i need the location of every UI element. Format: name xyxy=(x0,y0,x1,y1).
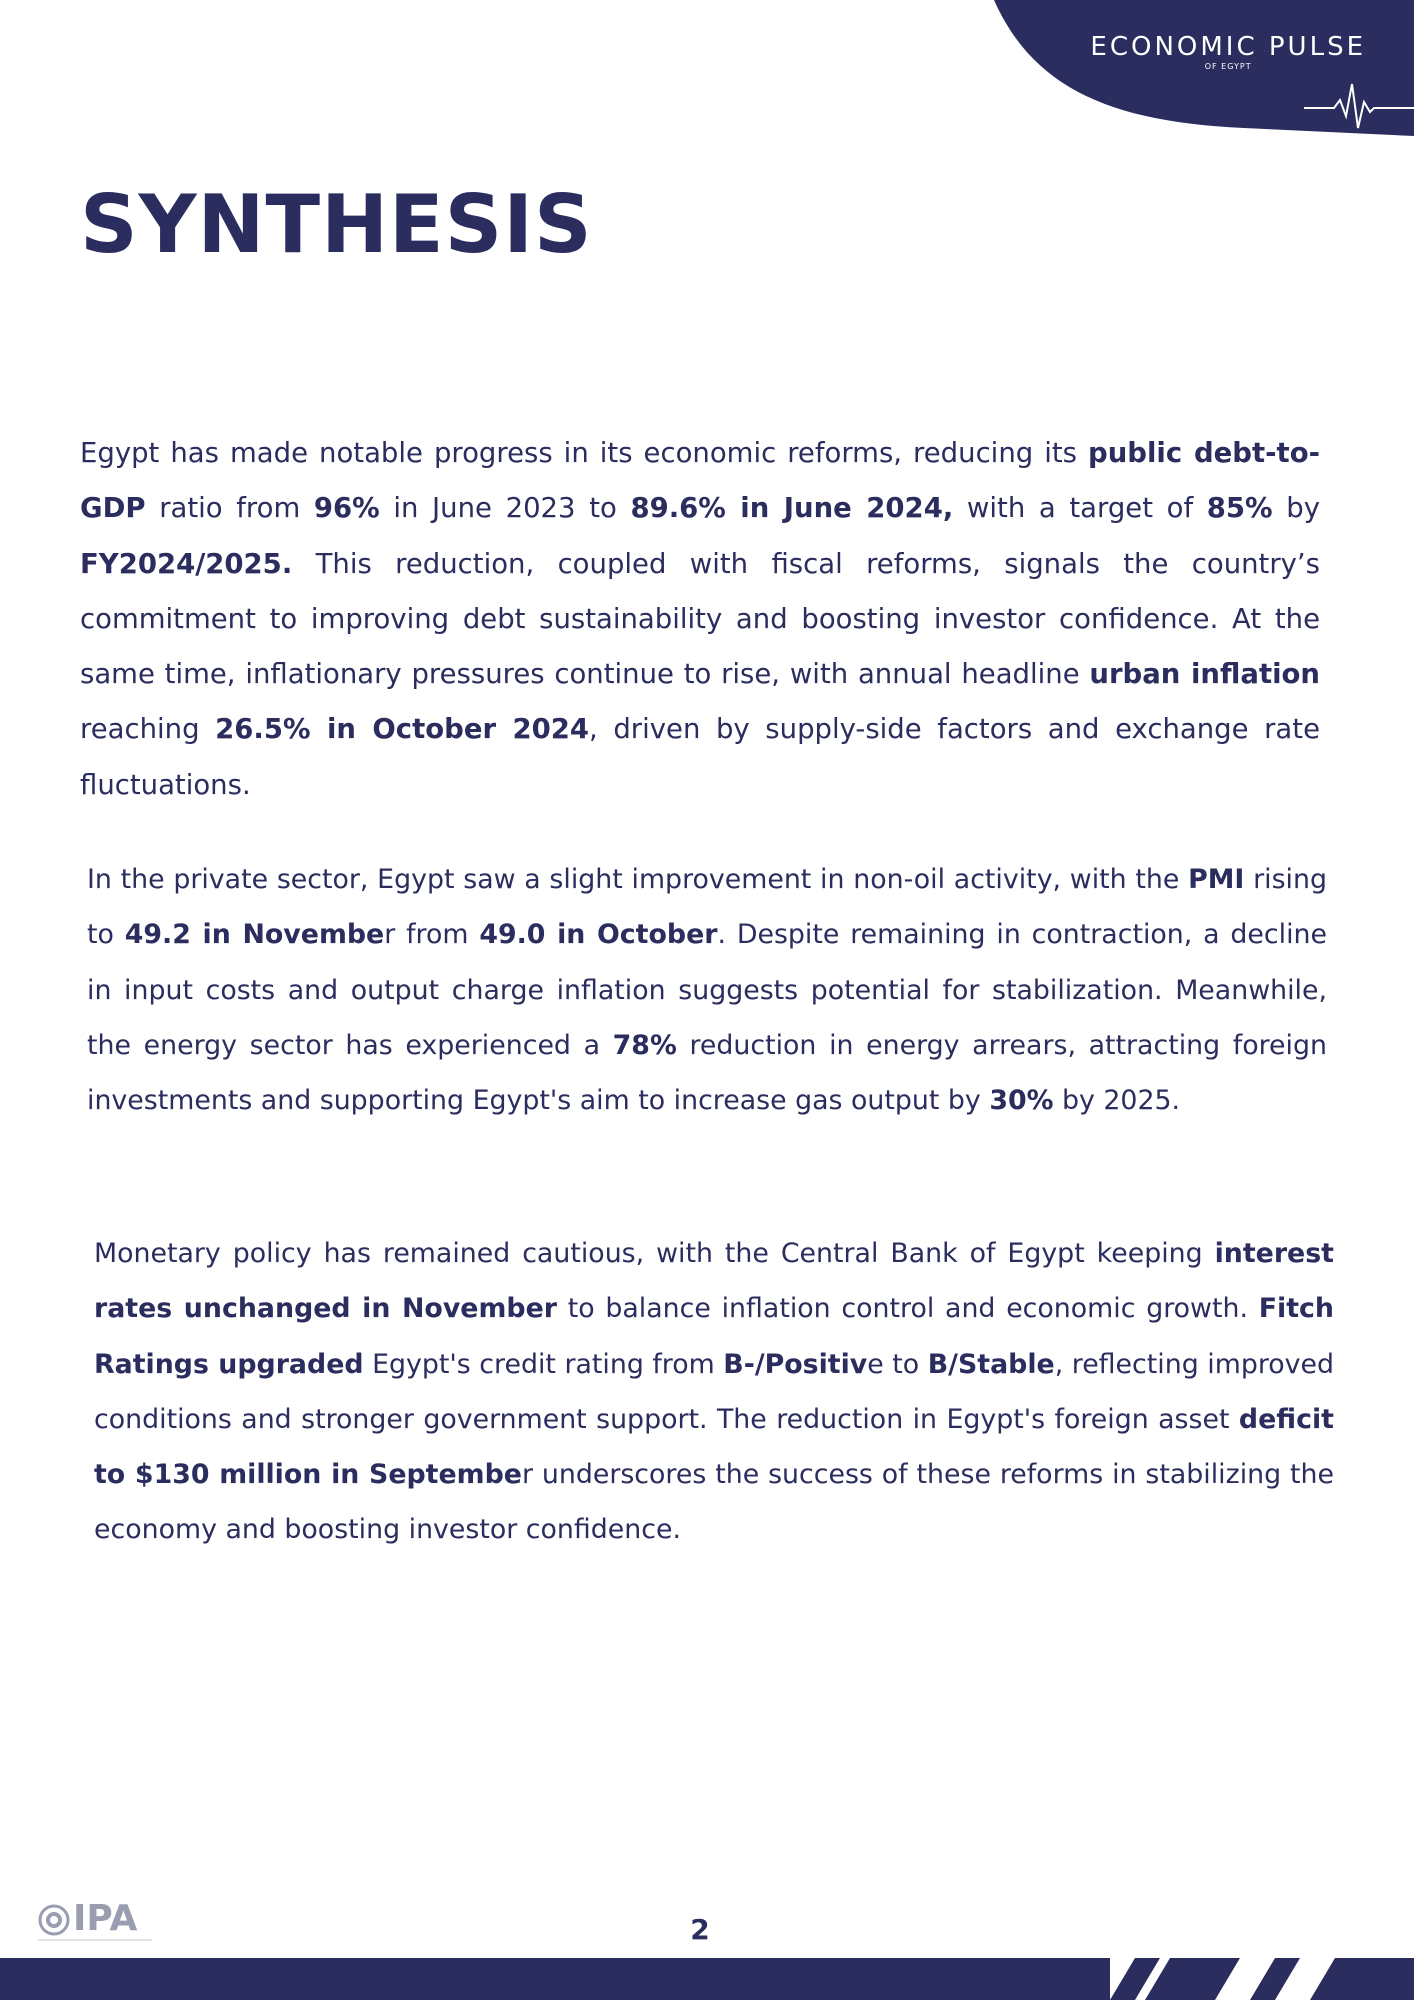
body-text: rising to xyxy=(87,864,1327,951)
emphasis-text: public debt-to-GDP xyxy=(80,437,1321,525)
body-text: , reflecting improved conditions and stronger government support. The reduction in Egypt's foreign asset xyxy=(94,1348,1335,1435)
emphasis-text: 85% xyxy=(1206,492,1273,525)
body-text: in June 2023 to xyxy=(379,492,631,525)
paragraph-monetary-policy xyxy=(94,1226,1334,1558)
brand-subtitle: OF EGYPT xyxy=(1204,62,1252,71)
page-title: SYNTHESIS xyxy=(80,178,593,271)
body-text: r underscores the success of these reforms in stabilizing the economy and boosting investor confidence. xyxy=(94,1459,1334,1546)
footer-bar xyxy=(0,1958,1414,2000)
body-text: . Despite remaining in contraction, a decline in input costs and output charge inflation suggests potential for stabilization. Meanwhile, the energy sector has experienced a xyxy=(87,919,1327,1061)
ipa-logo-text: IPA xyxy=(73,1898,138,1939)
emphasis-text: B-/Positiv xyxy=(723,1348,868,1380)
emphasis-text: B/Stable xyxy=(927,1348,1055,1380)
body-text: reaching xyxy=(80,713,216,746)
body-text: with a target of xyxy=(953,492,1207,525)
emphasis-text: 30% xyxy=(989,1085,1054,1117)
emphasis-text: 49.2 in Novembe xyxy=(124,919,385,951)
emphasis-text: FY2024/2025. xyxy=(80,547,293,580)
body-text: e to xyxy=(867,1348,928,1380)
brand-header xyxy=(1090,32,1366,71)
emphasis-text: 96% xyxy=(313,492,380,525)
emphasis-text: deficit to $130 million in Septembe xyxy=(94,1403,1334,1491)
body-text: Egypt has made notable progress in its economic reforms, reducing its xyxy=(80,437,1089,469)
paragraph-private-sector-energy xyxy=(87,852,1327,1128)
body-text: Egypt's credit rating from xyxy=(363,1348,724,1380)
emphasis-text: urban inflation xyxy=(1089,658,1320,691)
heartbeat-pulse-icon xyxy=(1304,78,1414,134)
emphasis-text: 78% xyxy=(612,1029,677,1061)
body-text: reduction in energy arrears, attracting foreign investments and supporting Egypt's aim to increase gas output by xyxy=(87,1029,1327,1117)
body-text: ratio from xyxy=(145,492,314,525)
brand-title: ECONOMIC PULSE xyxy=(1090,32,1366,62)
body-text: by xyxy=(1272,492,1320,525)
emphasis-text: 89.6% in June 2024, xyxy=(630,492,954,525)
emphasis-text: Fitch Ratings upgraded xyxy=(94,1293,1334,1380)
emphasis-text: 26.5% in October 2024 xyxy=(215,713,590,746)
emphasis-text: PMI xyxy=(1188,864,1245,895)
body-text: , driven by supply-side factors and exchange rate fluctuations. xyxy=(80,713,1320,801)
paragraph-debt-inflation xyxy=(80,426,1320,813)
emphasis-text: 49.0 in October xyxy=(479,919,718,951)
body-text: by 2025. xyxy=(1053,1085,1181,1117)
body-text: r from xyxy=(384,919,480,951)
body-text: This reduction, coupled with fiscal reforms, signals the country’s commitment to improving debt sustainability and boosting investor confidence. At the same time, inflationary pressures continue to rise, with annual headline xyxy=(80,547,1320,691)
page-number: 2 xyxy=(690,1913,710,1946)
body-text: In the private sector, Egypt saw a slight improvement in non-oil activity, with the xyxy=(87,864,1189,895)
emphasis-text: interest rates unchanged in November xyxy=(94,1238,1334,1325)
body-text: to balance inflation control and economic growth. xyxy=(556,1293,1259,1325)
body-text: Monetary policy has remained cautious, with the Central Bank of Egypt keeping xyxy=(94,1238,1215,1269)
